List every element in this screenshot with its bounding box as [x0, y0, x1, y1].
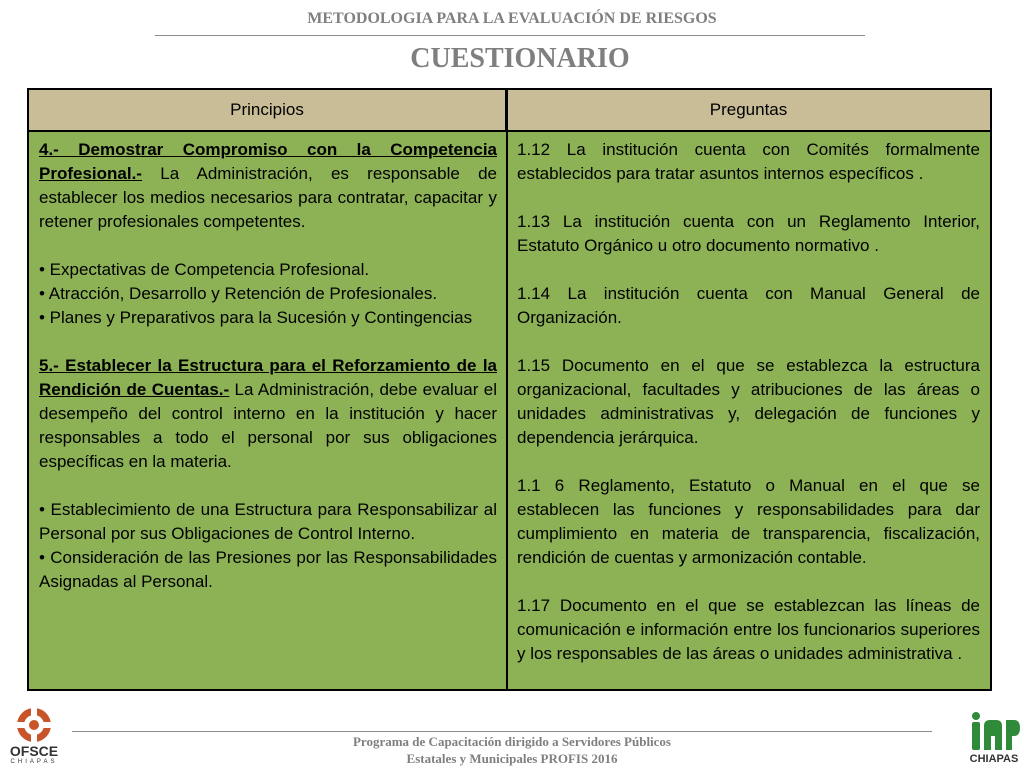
question-item: 1.1 6 Reglamento, Estatuto o Manual en el que se establecen las funciones y responsabilidades para dar cumplimiento en materia de transparencia, fiscalización, rendición de cuentas y armonización contable.	[517, 476, 980, 567]
principle-5-bullet: • Establecimiento de una Estructura para Responsabilizar al Personal por sus Obligaciones de Control Interno.	[39, 500, 497, 543]
question-item: 1.13 La institución cuenta con un Reglamento Interior, Estatuto Orgánico u otro documento normativo .	[517, 212, 980, 255]
ofsce-logo-subtext: CHIAPAS	[10, 759, 58, 765]
footer-divider	[72, 731, 932, 732]
principle-5	[39, 354, 497, 474]
principle-4-bullet: • Expectativas de Competencia Profesional.	[39, 260, 370, 279]
principle-4-bullet: • Planes y Preparativos para la Sucesión y Contingencias	[39, 308, 473, 327]
questions-column	[517, 138, 980, 666]
top-divider	[155, 35, 865, 36]
principle-5-text: La Administración, debe evaluar el desempeño del control interno en la institución y hacer responsables a todo el personal por sus obligaciones específicas en la materia.	[39, 380, 497, 471]
question-item: 1.15 Documento en el que se establezca la estructura organizacional, facultades y atribuciones de las áreas o unidades administrativas y, delegación de funciones y dependencia jerárquica.	[517, 356, 980, 447]
header-principios: Principios	[29, 90, 507, 132]
principle-4-text: La Administración, es responsable de establecer los medios necesarios para contratar, capacitar y retener profesionales competentes.	[39, 164, 497, 231]
column-divider	[506, 90, 508, 689]
top-title: METODOLOGIA PARA LA EVALUACIÓN DE RIESGOS	[307, 10, 717, 27]
principles-column	[39, 138, 497, 594]
iap-logo-icon	[968, 712, 1022, 752]
principle-5-title: 5.- Establecer la Estructura para el Reforzamiento de la Rendición de Cuentas.-	[39, 356, 497, 399]
page-title: CUESTIONARIO	[410, 43, 630, 74]
footer-line-1: Programa de Capacitación dirigido a Servidores Públicos	[352, 734, 671, 749]
question-item: 1.17 Documento en el que se establezcan las líneas de comunicación e información entre los funcionarios superiores y los responsables de las áreas o unidades administrativa .	[517, 596, 980, 663]
principle-4-bullet: • Atracción, Desarrollo y Retención de Profesionales.	[39, 284, 438, 303]
principle-4	[39, 138, 497, 234]
principle-5-bullet: • Consideración de las Presiones por las Responsabilidades Asignadas al Personal.	[39, 548, 497, 591]
questionnaire-table	[27, 88, 992, 691]
principle-4-title: 4.- Demostrar Compromiso con la Competencia Profesional.-	[39, 140, 497, 183]
footer-line-2: Estatales y Municipales PROFIS 2016	[406, 751, 618, 766]
header-preguntas: Preguntas	[507, 90, 990, 132]
question-item: 1.12 La institución cuenta con Comités formalmente establecidos para tratar asuntos internos específicos .	[517, 140, 980, 183]
footer-text	[0, 733, 1024, 767]
ofsce-logo-text: OFSCE	[9, 743, 59, 759]
iap-logo-text: CHIAPAS	[969, 753, 1019, 765]
question-item: 1.14 La institución cuenta con Manual General de Organización.	[517, 284, 980, 327]
